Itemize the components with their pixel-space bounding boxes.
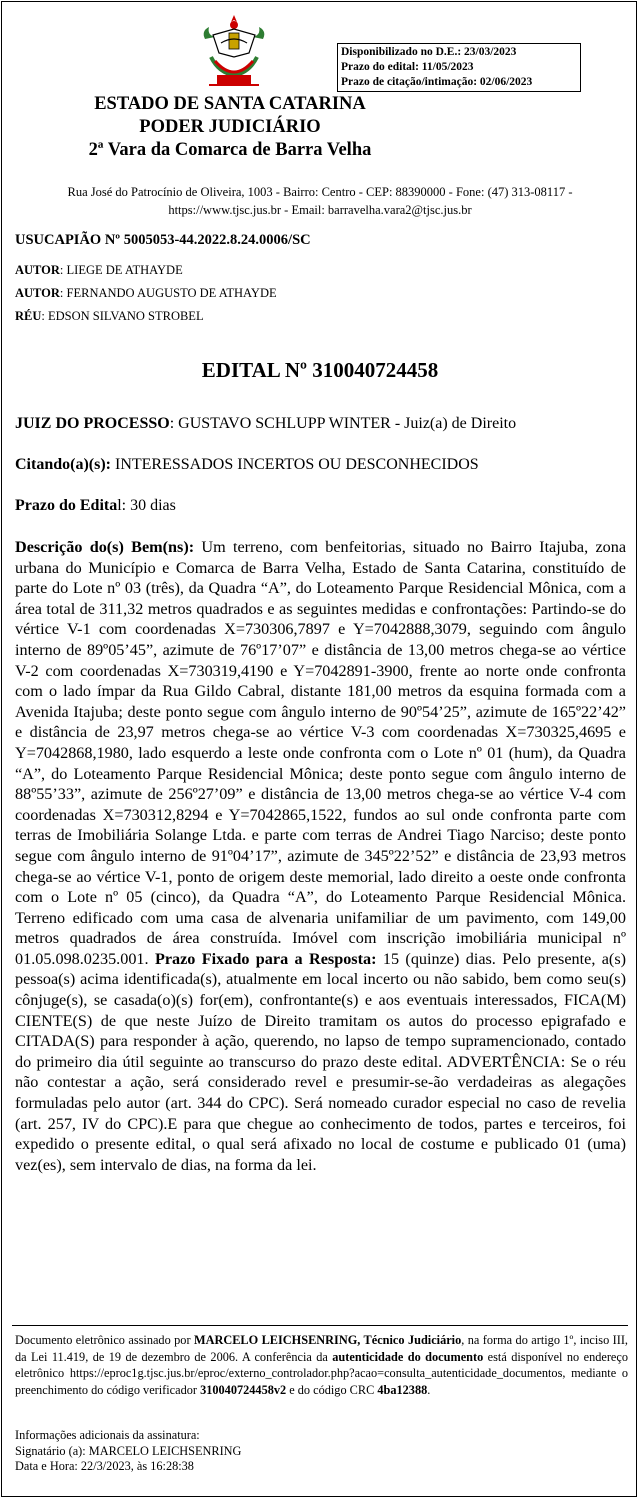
party-name: : FERNANDO AUGUSTO DE ATHAYDE — [59, 286, 277, 300]
process-number: USUCAPIÃO Nº 5005053-44.2022.8.24.0006/SC — [15, 232, 311, 248]
signatory: Signatário (a): MARCELO LEICHSENRING — [15, 1443, 242, 1458]
signature-info — [15, 1428, 628, 1475]
electronic-signature-note — [15, 1332, 628, 1398]
signature-datetime: Data e Hora: 22/3/2023, às 16:28:38 — [15, 1459, 194, 1473]
judge-label: JUIZ DO PROCESSO — [15, 415, 170, 432]
cited-line — [15, 456, 479, 474]
cited-label: Citando(a)(s): — [15, 456, 111, 473]
description-text: Um terreno, com benfeitorias, situado no Bairro Itajuba, zona urbana do Município e Comarca de Barra Velha, Estado de Santa Catarina, constituído de parte do Lote nº 03 (três), da Quadra “A”, do Loteamento Parque Residencial Mônica, com a área total de 311,32 metros quadrados e as seguintes medidas e confrontações: Partindo-se do vértice V-1 com coordenadas X=730306,7897 e Y=7042888,3079, seguindo com ângulo interno de 89º05’45”, azimute de 76º17’07” e distância de 13,00 metros chega-se ao vértice V-2 com coordenadas X=730319,4190 e Y=7042891-3900, frente ao norte onde confronta com o lado ímpar da Rua Gildo Cabral, distante 181,00 metros da esquina formada com a Avenida Itajuba; deste ponto segue com ângulo interno de 90º54’25”, azimute de 165º22’42” e distância de 23,97 metros chega-se ao vértice V-3 com coordenadas X=730325,4695 e Y=7042868,1980, lado esquerdo a leste onde confronta com o Lote nº 01 (hum), da Quadra “A”, do Loteamento Parque Residencial Mônica; deste ponto segue com ângulo interno de 88º55’33”, azimute de 256º27’09” e distância de 13,00 metros chega-se ao vértice V-4 com coordenadas X=730312,8294 e Y=7042865,1522, fundos ao sul onde confronta parte com terras de Imobiliária Solange Ltda. e parte com terras de Andrei Tiago Narciso; deste ponto segue com ângulo interno de 91º04’17”, azimute de 345º22’52” e distância de 23,93 metros chega-se ao vértice V-1, ponto de origem deste memorial, lado direito a oeste onde confronta com o Lote nº 05 (cinco), da Quadra “A”, do Loteamento Parque Residencial Mônica. Terreno edificado com uma casa de alvenaria unifamiliar de um pavimento, com 149,00 metros quadrados de área construída. Imóvel com inscrição imobiliária municipal nº 01.05.098.0235.001. — [15, 538, 627, 968]
party-role: AUTOR — [15, 263, 60, 277]
signature-info-heading: Informações adicionais da assinatura: — [15, 1428, 200, 1442]
footer-text: , na forma do artigo 1º, inciso III, da Lei 11.419, de 19 de dezembro de 2006. A conferência da — [15, 1333, 628, 1364]
court-heading: 2ª Vara da Comarca de Barra Velha — [88, 140, 372, 160]
party-role: RÉU — [15, 309, 42, 323]
footer-text: está disponível no endereço eletrônico https://eproc1g.tjsc.jus.br/eproc/externo_controlador.php?acao=consulta_autenticidade_documentos, mediante o preenchimento do código verificador — [15, 1349, 628, 1397]
party-role: AUTOR — [15, 286, 60, 300]
edital-deadline: Prazo do edital: 11/05/2023 — [341, 61, 474, 73]
response-deadline-label: Prazo Fixado para a Resposta: — [154, 949, 377, 968]
footer-divider — [12, 1325, 628, 1326]
publication-date: Disponibilizado no D.E.: 23/03/2023 — [341, 46, 517, 58]
authenticity-label: autenticidade do documento — [332, 1349, 484, 1364]
footer-text: e do código CRC — [286, 1382, 378, 1397]
verification-code: 310040724458v2 — [200, 1382, 287, 1397]
deadline-label: Prazo do Edita — [15, 497, 118, 514]
party-defendant — [15, 309, 204, 324]
publication-dates-box — [337, 43, 581, 92]
cited-value: INTERESSADOS INCERTOS OU DESCONHECIDOS — [111, 456, 479, 473]
description-label: Descrição do(s) Bem(ns): — [15, 538, 195, 556]
footer-text: Documento eletrônico assinado por — [15, 1333, 194, 1347]
party-name: : LIEGE DE ATHAYDE — [59, 263, 183, 277]
deadline-value: l: 30 dias — [117, 497, 176, 514]
crc-code: 4ba12388 — [377, 1382, 428, 1397]
power-heading: PODER JUDICIÁRIO — [139, 117, 321, 137]
contact-line: https://www.tjsc.jus.br - Email: barravelha.vara2@tjsc.jus.br — [168, 203, 472, 217]
judge-line — [15, 415, 516, 433]
party-name: : EDSON SILVANO STROBEL — [41, 309, 204, 323]
court-address — [20, 183, 620, 219]
coat-of-arms-icon — [199, 13, 269, 93]
edital-title: EDITAL Nº 310040724458 — [201, 358, 439, 382]
property-description — [15, 537, 626, 1175]
state-heading: ESTADO DE SANTA CATARINA — [94, 94, 366, 114]
party-author-2 — [15, 286, 277, 301]
party-author-1 — [15, 263, 183, 278]
signer-name: MARCELO LEICHSENRING, Técnico Judiciário — [193, 1333, 462, 1347]
summons-text: 15 (quinze) dias. Pelo presente, a(s) pessoa(s) acima identificada(s), atualmente em local incerto ou não sabido, bem como seu(s) cônjuge(s), se casada(o)(s) for(em), confrontante(s) e aos eventuais interessados, FICA(M) CIENTE(S) de que neste Juízo de Direito tramitam os autos do processo epigrafado e CITADA(S) para responder à ação, querendo, no lapso de tempo supramencionado, contado do primeiro dia útil seguinte ao transcurso do prazo deste edital. ADVERTÊNCIA: Se o réu não contestar a ação, será considerado revel e presumir-se-ão verdadeiras as alegações formuladas pelo autor (art. 344 do CPC). Será nomeado curador especial no caso de revelia (art. 257, IV do CPC).E para que chegue ao conhecimento de todos, partes e terceiros, foi expedido o presente edital, o qual será afixado no local de costume e publicado 01 (uma) vez(es), sem intervalo de dias, na forma da lei. — [15, 949, 627, 1174]
footer-text: . — [427, 1382, 431, 1397]
deadline-line — [15, 497, 176, 515]
citation-deadline: Prazo de citação/intimação: 02/06/2023 — [341, 76, 533, 88]
judge-value: : GUSTAVO SCHLUPP WINTER - Juiz(a) de Direito — [169, 415, 517, 432]
address-line: Rua José do Patrocínio de Oliveira, 1003 - Bairro: Centro - CEP: 88390000 - Fone: (47) 313-08117 - — [67, 185, 573, 199]
